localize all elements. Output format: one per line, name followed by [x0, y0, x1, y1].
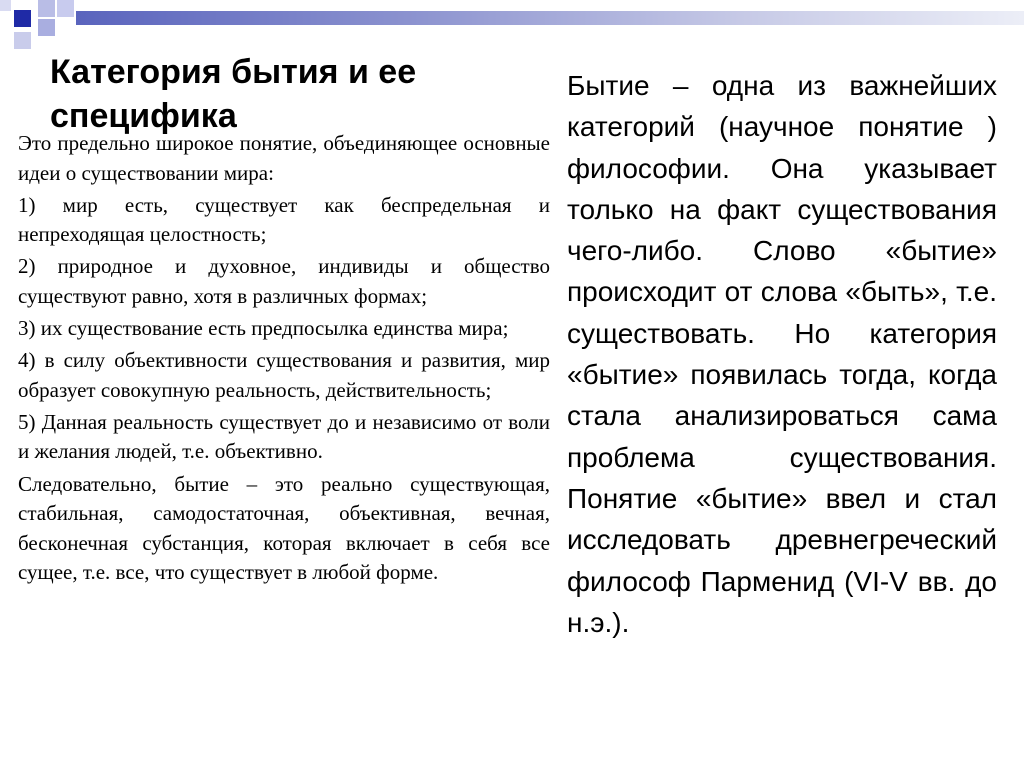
left-paragraph: Это предельно широкое понятие, объединяющее основные идеи о существовании мира: — [18, 131, 550, 185]
decor-square — [14, 10, 31, 27]
left-paragraph: 4) в силу объективности существования и развития, мир образует совокупную реальность, действительность; — [18, 348, 550, 402]
decor-square — [38, 0, 55, 17]
left-paragraph: 3) их существование есть предпосылка единства мира; — [18, 316, 509, 341]
decor-square — [38, 19, 55, 36]
left-paragraph: Следовательно, бытие – это реально существующая, стабильная, самодостаточная, объективная, вечная, бесконечная субстанция, которая включает в себя все сущее, т.е. все, что существует в любой форме. — [18, 471, 550, 585]
right-text-column — [567, 65, 997, 643]
decor-square — [14, 32, 31, 49]
decor-square — [0, 0, 11, 11]
left-paragraph: 1) мир есть, существует как беспредельная и непреходящая целостность; — [18, 192, 550, 247]
slide-title: Категория бытия и ее специфика — [50, 53, 417, 135]
header-gradient-bar — [76, 11, 1024, 25]
left-paragraph: 2) природное и духовное, индивиды и общество существуют равно, хотя в различных формах; — [18, 254, 550, 308]
left-paragraph: 5) Данная реальность существует до и независимо от воли и желания людей, т.е. объективно. — [18, 409, 550, 464]
left-text-column — [18, 129, 550, 590]
right-paragraph: Бытие – одна из важнейших категорий (научное понятие ) философии. Она указывает только на факт существования чего-либо. Слово «бытие» происходит от слова «быть», т.е. существовать. Но категория «бытие» появилась тогда, когда стала анализироваться сама проблема существования. Понятие «бытие» ввел и стал исследовать древнегреческий философ Парменид (VI-V вв. до н.э.). — [567, 70, 997, 638]
decor-square — [57, 0, 74, 17]
